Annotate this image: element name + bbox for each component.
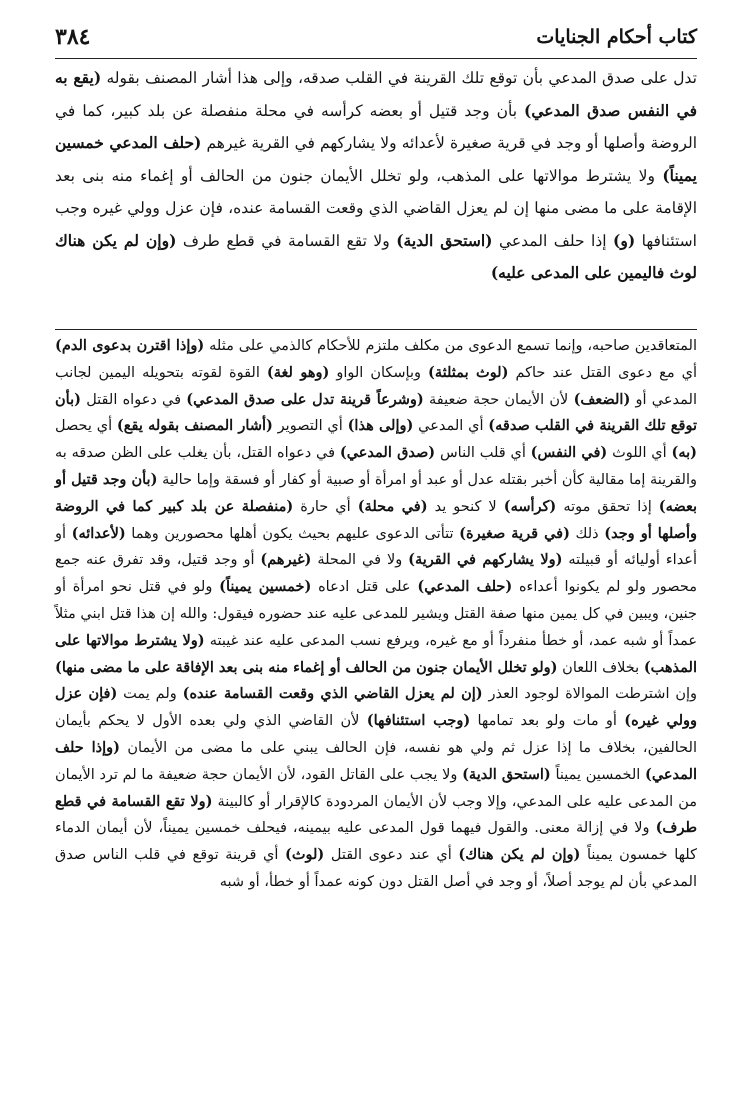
text-segment: وإن اشترطت الموالاة لوجود العذر <box>482 686 697 703</box>
text-segment: إذا حلف المدعي <box>492 231 614 250</box>
bold-quote-segment: (وإلى هذا) <box>347 417 414 435</box>
text-segment: ولا في المحلة <box>311 552 409 569</box>
bold-quote-segment: (في قرية صغيرة) <box>459 524 570 542</box>
bold-quote-segment: (استحق الدية) <box>396 230 493 250</box>
bold-quote-segment: (حلف المدعي) <box>417 578 513 596</box>
text-segment: ولا في إزالة معنى. والقول فيهما قول المدعى عليه بيمينه، فيحلف خمسين يميناً، لأن أيمان الدماء كلها خمسون يميناً <box>55 820 697 864</box>
text-segment: أي التصوير <box>272 418 348 435</box>
text-segment: تدل على صدق المدعي بأن توقع تلك القرينة في القلب صدقه، وإلى هذا أشار المصنف بقوله <box>101 69 697 87</box>
bold-quote-segment: (و) <box>613 230 636 250</box>
main-text <box>55 62 697 290</box>
bold-quote-segment: (حلف المدعي خمسين يميناً) <box>55 133 697 185</box>
bold-quote-segment: (به) <box>671 444 698 462</box>
text-segment: ذلك <box>569 525 605 542</box>
text-segment: أي عند دعوى القتل <box>324 847 459 864</box>
bold-quote-segment: (وهو لغة) <box>266 363 330 381</box>
bold-quote-segment: (وإذا اقترن بدعوى الدم) <box>55 337 205 354</box>
page-title: كتاب أحكام الجنايات <box>536 26 697 48</box>
bold-quote-segment: (غيرهم) <box>260 551 312 569</box>
bold-quote-segment: (وإذا حلف المدعي) <box>55 738 697 783</box>
text-segment: أي يحصل <box>55 418 117 435</box>
text-segment: إذا تحقق موته <box>556 498 659 515</box>
text-segment: أي قلب الناس <box>435 445 531 462</box>
bold-quote-segment: (وإن لم يكن هناك) <box>458 846 581 864</box>
bold-quote-segment: (وجب استئنافها) <box>366 712 471 730</box>
bold-quote-segment: (لأعدائه) <box>71 524 126 542</box>
bold-quote-segment: (ولا يشاركهم في القرية) <box>408 551 563 569</box>
bold-quote-segment: (كرأسه) <box>503 497 557 515</box>
footnote-divider <box>55 329 697 330</box>
bold-quote-segment: (في النفس) <box>530 444 608 462</box>
text-segment: أو وجد قتيل، وقد تفرق عنه جمع محصور ولو لم يكونوا أعداءه <box>55 552 697 596</box>
text-segment: أو مات ولو بعد تمامها <box>470 713 625 730</box>
text-segment: أي المدعي <box>413 418 489 435</box>
page-number: ٣٨٤ <box>55 24 91 50</box>
bold-quote-segment: (أشار المصنف بقوله يقع) <box>116 417 273 435</box>
bold-quote-segment: (ولو تخلل الأيمان جنون من الحالف أو إغماء منه بنى بعد الإفاقة على ما مضى منها) <box>55 658 558 676</box>
bold-quote-segment: (فإن عزل وولي غيره) <box>55 685 697 730</box>
bold-quote-segment: (ولا تقع القسامة في قطع طرف) <box>55 792 697 837</box>
text-segment: أي مع دعوى القتل عند حاكم <box>508 364 697 381</box>
text-segment: لا كنحو يد <box>427 498 504 515</box>
bold-quote-segment: (استحق الدية) <box>462 765 551 783</box>
text-segment: ولا يشترط موالاتها على المذهب، ولو تخلل الأيمان جنون من الحالف أو إغماء منه بنى بعد الإقامة على ما مضى منها إن لم يعزل القاضي الذي وقعت القسامة عنده، فإن عزل وولي غيره وجب استئنافها <box>55 166 697 250</box>
bold-quote-segment: (ولا يشترط موالاتها على المذهب) <box>55 631 697 676</box>
bold-quote-segment: (في محلة) <box>357 497 428 515</box>
bold-quote-segment: (خمسين يميناً) <box>219 578 312 596</box>
text-segment: القوة لقوته بتحويله اليمين لجانب المدعي أو <box>55 364 697 408</box>
text-segment: المتعاقدين صاحبه، وإنما تسمع الدعوى من مكلف ملتزم للأحكام كالذمي على مثله <box>204 338 697 354</box>
bold-quote-segment: (صدق المدعي) <box>339 444 436 462</box>
text-segment: في دعواه القتل، بأن يغلب على الظن صدقه به والقرينة إما مقالية كأن أخبر بقتله عدل أو عبد أو امرأة أو صبية أو كفار أو فسقة وإما حالية <box>55 445 697 488</box>
commentary-text <box>55 333 697 896</box>
text-segment: بخلاف اللعان <box>557 659 644 676</box>
bold-quote-segment: (وإن لم يكن هناك لوث فاليمين على المدعى عليه) <box>55 230 697 282</box>
text-segment: وبإسكان الواو <box>329 364 428 381</box>
text-segment: ولم يمت <box>117 686 183 703</box>
text-segment: تتأتى الدعوى عليهم بحيث يكون أهلها محصورين وهما <box>125 525 460 542</box>
bold-quote-segment: (لوث بمثلثة) <box>428 363 509 381</box>
text-segment: بأن وجد قتيل أو بعضه كرأسه في محلة منفصلة عن بلد كبير، كما في الروضة وأصلها أو وجد في قرية صغيرة لأعدائه ولا يشاركهم في القرية غيرهم <box>55 101 697 152</box>
text-segment: لأن الأيمان حجة ضعيفة <box>423 391 574 408</box>
text-segment: أي حارة <box>293 498 358 515</box>
text-segment: الخمسين يميناً <box>550 766 645 783</box>
text-segment: ولو في قتل نحو امرأة أو جنين، ويبين في كل يمين منها صفة القتل ويشير للمدعى عليه عند حضوره فيقول: والله إن هذا قتل ابني مثلاً عمداً أو شبه عمد، أو خطأ منفرداً أو مع غيره، ويرفع نسب المدعى عليه عند غيبته <box>55 579 697 649</box>
bold-quote-segment: (منفصلة عن بلد كبير كما في الروضة وأصلها أو وجد) <box>55 497 697 542</box>
bold-quote-segment: (الضعف) <box>573 390 631 408</box>
text-segment: ولا تقع القسامة في قطع طرف <box>176 231 397 250</box>
bold-quote-segment: (بأن توقع تلك القرينة في القلب صدقه) <box>55 390 697 435</box>
bold-quote-segment: (لوث) <box>284 846 325 864</box>
bold-quote-segment: (وشرعاً قرينة تدل على صدق المدعي) <box>186 390 424 408</box>
text-segment: أي قرينة توقع في قلب الناس صدق المدعي بأن لم يوجد أصلاً، أو وجد في أصل القتل دون كونه عمداً أو خطأ، أو شبه <box>55 847 697 890</box>
bold-quote-segment: (بأن وجد قتيل أو بعضه) <box>55 470 698 515</box>
text-segment: أو أعداء أوليائه أو قبيلته <box>55 525 697 569</box>
text-segment: في دعواه القتل <box>80 391 187 408</box>
bold-quote-segment: (إن لم يعزل القاضي الذي وقعت القسامة عنده) <box>182 685 483 703</box>
text-segment: ولا يجب على القاتل القود، لأن الأيمان حجة ضعيفة ما لم ترد الأيمان من المدعى عليه على المدعي، وإلا وجب لأن الأيمان المردودة كالإقرار أو كالبينة <box>55 766 698 810</box>
text-segment: على قتل ادعاه <box>311 579 418 596</box>
text-segment: أي اللوث <box>607 445 672 462</box>
page-header <box>55 22 697 59</box>
text-segment: لأن القاضي الذي ولي بعده الأول لا يحكم بأيمان الحالفين، بخلاف ما إذا عزل ثم ولي هو نفسه، فإن الحالف يبني على ما مضى من الأيمان <box>55 713 697 756</box>
bold-quote-segment: (يقع به في النفس صدق المدعي) <box>55 68 697 120</box>
